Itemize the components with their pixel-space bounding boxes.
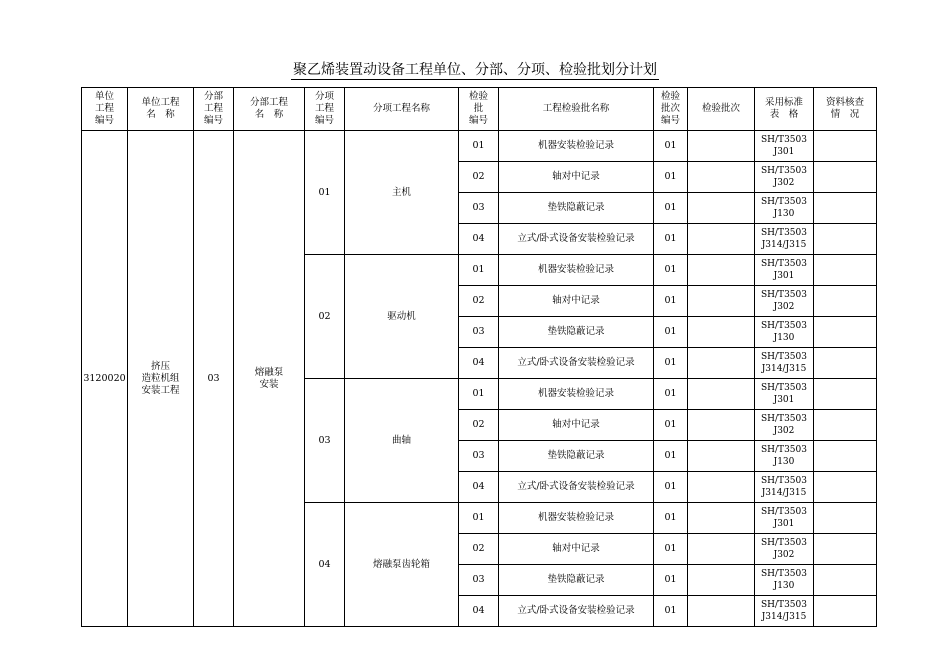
batch-name-cell: 轴对中记录 [499,534,654,565]
batch-seq-no-cell: 01 [654,193,688,224]
review-cell [814,193,877,224]
standard-cell: SH/T3503 J302 [755,534,814,565]
standard-cell: SH/T3503 J301 [755,131,814,162]
batch-seq-cell [688,286,755,317]
header-batch-seq-no: 检验 批次 编号 [654,88,688,131]
subitem-no-cell: 01 [305,131,345,255]
batch-seq-no-cell: 01 [654,131,688,162]
batch-seq-cell [688,441,755,472]
review-cell [814,224,877,255]
standard-cell: SH/T3503 J314/J315 [755,472,814,503]
batch-no-cell: 01 [459,255,499,286]
batch-seq-cell [688,224,755,255]
standard-cell: SH/T3503 J314/J315 [755,596,814,627]
subitem-name-cell: 曲轴 [345,379,459,503]
unit-no-cell: 3120020 [82,131,128,627]
subitem-no-cell: 02 [305,255,345,379]
batch-seq-cell [688,162,755,193]
batch-no-cell: 01 [459,379,499,410]
header-review: 资料核查 情 况 [814,88,877,131]
review-cell [814,255,877,286]
review-cell [814,503,877,534]
review-cell [814,379,877,410]
header-row [82,88,877,131]
review-cell [814,410,877,441]
batch-no-cell: 03 [459,193,499,224]
standard-cell: SH/T3503 J130 [755,441,814,472]
batch-name-cell: 立式/卧式设备安装检验记录 [499,472,654,503]
batch-seq-cell [688,131,755,162]
batch-seq-cell [688,193,755,224]
batch-name-cell: 垫铁隐蔽记录 [499,565,654,596]
unit-name-cell: 挤压 造粒机组 安装工程 [128,131,194,627]
batch-name-cell: 机器安装检验记录 [499,503,654,534]
header-unit-no: 单位 工程 编号 [82,88,128,131]
review-cell [814,317,877,348]
subitem-no-cell: 03 [305,379,345,503]
batch-seq-no-cell: 01 [654,596,688,627]
header-subitem-no: 分项 工程 编号 [305,88,345,131]
standard-cell: SH/T3503 J130 [755,565,814,596]
standard-cell: SH/T3503 J301 [755,255,814,286]
batch-no-cell: 04 [459,224,499,255]
batch-no-cell: 03 [459,441,499,472]
batch-no-cell: 01 [459,131,499,162]
batch-seq-cell [688,317,755,348]
standard-cell: SH/T3503 J314/J315 [755,348,814,379]
review-cell [814,162,877,193]
batch-name-cell: 机器安装检验记录 [499,131,654,162]
batch-no-cell: 04 [459,348,499,379]
batch-name-cell: 轴对中记录 [499,410,654,441]
batch-seq-cell [688,348,755,379]
header-standard: 采用标准 表 格 [755,88,814,131]
batch-no-cell: 02 [459,162,499,193]
batch-seq-no-cell: 01 [654,162,688,193]
review-cell [814,596,877,627]
batch-name-cell: 立式/卧式设备安装检验记录 [499,596,654,627]
batch-no-cell: 03 [459,565,499,596]
subitem-no-cell: 04 [305,503,345,627]
batch-seq-no-cell: 01 [654,503,688,534]
batch-name-cell: 垫铁隐蔽记录 [499,317,654,348]
batch-no-cell: 03 [459,317,499,348]
batch-seq-no-cell: 01 [654,410,688,441]
review-cell [814,472,877,503]
batch-name-cell: 立式/卧式设备安装检验记录 [499,348,654,379]
batch-seq-no-cell: 01 [654,286,688,317]
batch-no-cell: 02 [459,410,499,441]
batch-seq-no-cell: 01 [654,441,688,472]
header-batch-name: 工程检验批名称 [499,88,654,131]
standard-cell: SH/T3503 J302 [755,162,814,193]
standard-cell: SH/T3503 J130 [755,193,814,224]
document-title-text: 聚乙烯装置动设备工程单位、分部、分项、检验批划分计划 [293,62,657,78]
batch-no-cell: 04 [459,472,499,503]
batch-seq-no-cell: 01 [654,348,688,379]
batch-name-cell: 立式/卧式设备安装检验记录 [499,224,654,255]
review-cell [814,131,877,162]
batch-no-cell: 02 [459,534,499,565]
batch-seq-no-cell: 01 [654,472,688,503]
batch-seq-cell [688,534,755,565]
subitem-name-cell: 主机 [345,131,459,255]
header-subitem-name: 分项工程名称 [345,88,459,131]
batch-seq-cell [688,472,755,503]
batch-name-cell: 垫铁隐蔽记录 [499,441,654,472]
standard-cell: SH/T3503 J301 [755,503,814,534]
batch-seq-cell [688,255,755,286]
batch-seq-cell [688,379,755,410]
review-cell [814,441,877,472]
review-cell [814,286,877,317]
table-row [82,131,877,162]
batch-no-cell: 01 [459,503,499,534]
batch-name-cell: 轴对中记录 [499,286,654,317]
batch-seq-cell [688,410,755,441]
batch-name-cell: 轴对中记录 [499,162,654,193]
batch-seq-no-cell: 01 [654,255,688,286]
header-unit-name: 单位工程 名 称 [128,88,194,131]
batch-name-cell: 机器安装检验记录 [499,255,654,286]
batch-seq-no-cell: 01 [654,317,688,348]
batch-name-cell: 垫铁隐蔽记录 [499,193,654,224]
header-batch-no: 检验 批 编号 [459,88,499,131]
header-division-no: 分部 工程 编号 [194,88,234,131]
batch-name-cell: 机器安装检验记录 [499,379,654,410]
standard-cell: SH/T3503 J314/J315 [755,224,814,255]
header-division-name: 分部工程 名 称 [234,88,305,131]
subitem-name-cell: 驱动机 [345,255,459,379]
review-cell [814,565,877,596]
batch-seq-no-cell: 01 [654,379,688,410]
document-title [0,62,950,78]
batch-seq-cell [688,503,755,534]
division-plan-table [81,87,877,627]
standard-cell: SH/T3503 J302 [755,410,814,441]
division-no-cell: 03 [194,131,234,627]
batch-seq-no-cell: 01 [654,224,688,255]
batch-no-cell: 02 [459,286,499,317]
standard-cell: SH/T3503 J301 [755,379,814,410]
batch-seq-cell [688,596,755,627]
standard-cell: SH/T3503 J302 [755,286,814,317]
batch-no-cell: 04 [459,596,499,627]
batch-seq-no-cell: 01 [654,565,688,596]
review-cell [814,348,877,379]
batch-seq-cell [688,565,755,596]
batch-seq-no-cell: 01 [654,534,688,565]
review-cell [814,534,877,565]
subitem-name-cell: 熔融泵齿轮箱 [345,503,459,627]
header-batch-seq: 检验批次 [688,88,755,131]
standard-cell: SH/T3503 J130 [755,317,814,348]
division-name-cell: 熔融泵 安装 [234,131,305,627]
